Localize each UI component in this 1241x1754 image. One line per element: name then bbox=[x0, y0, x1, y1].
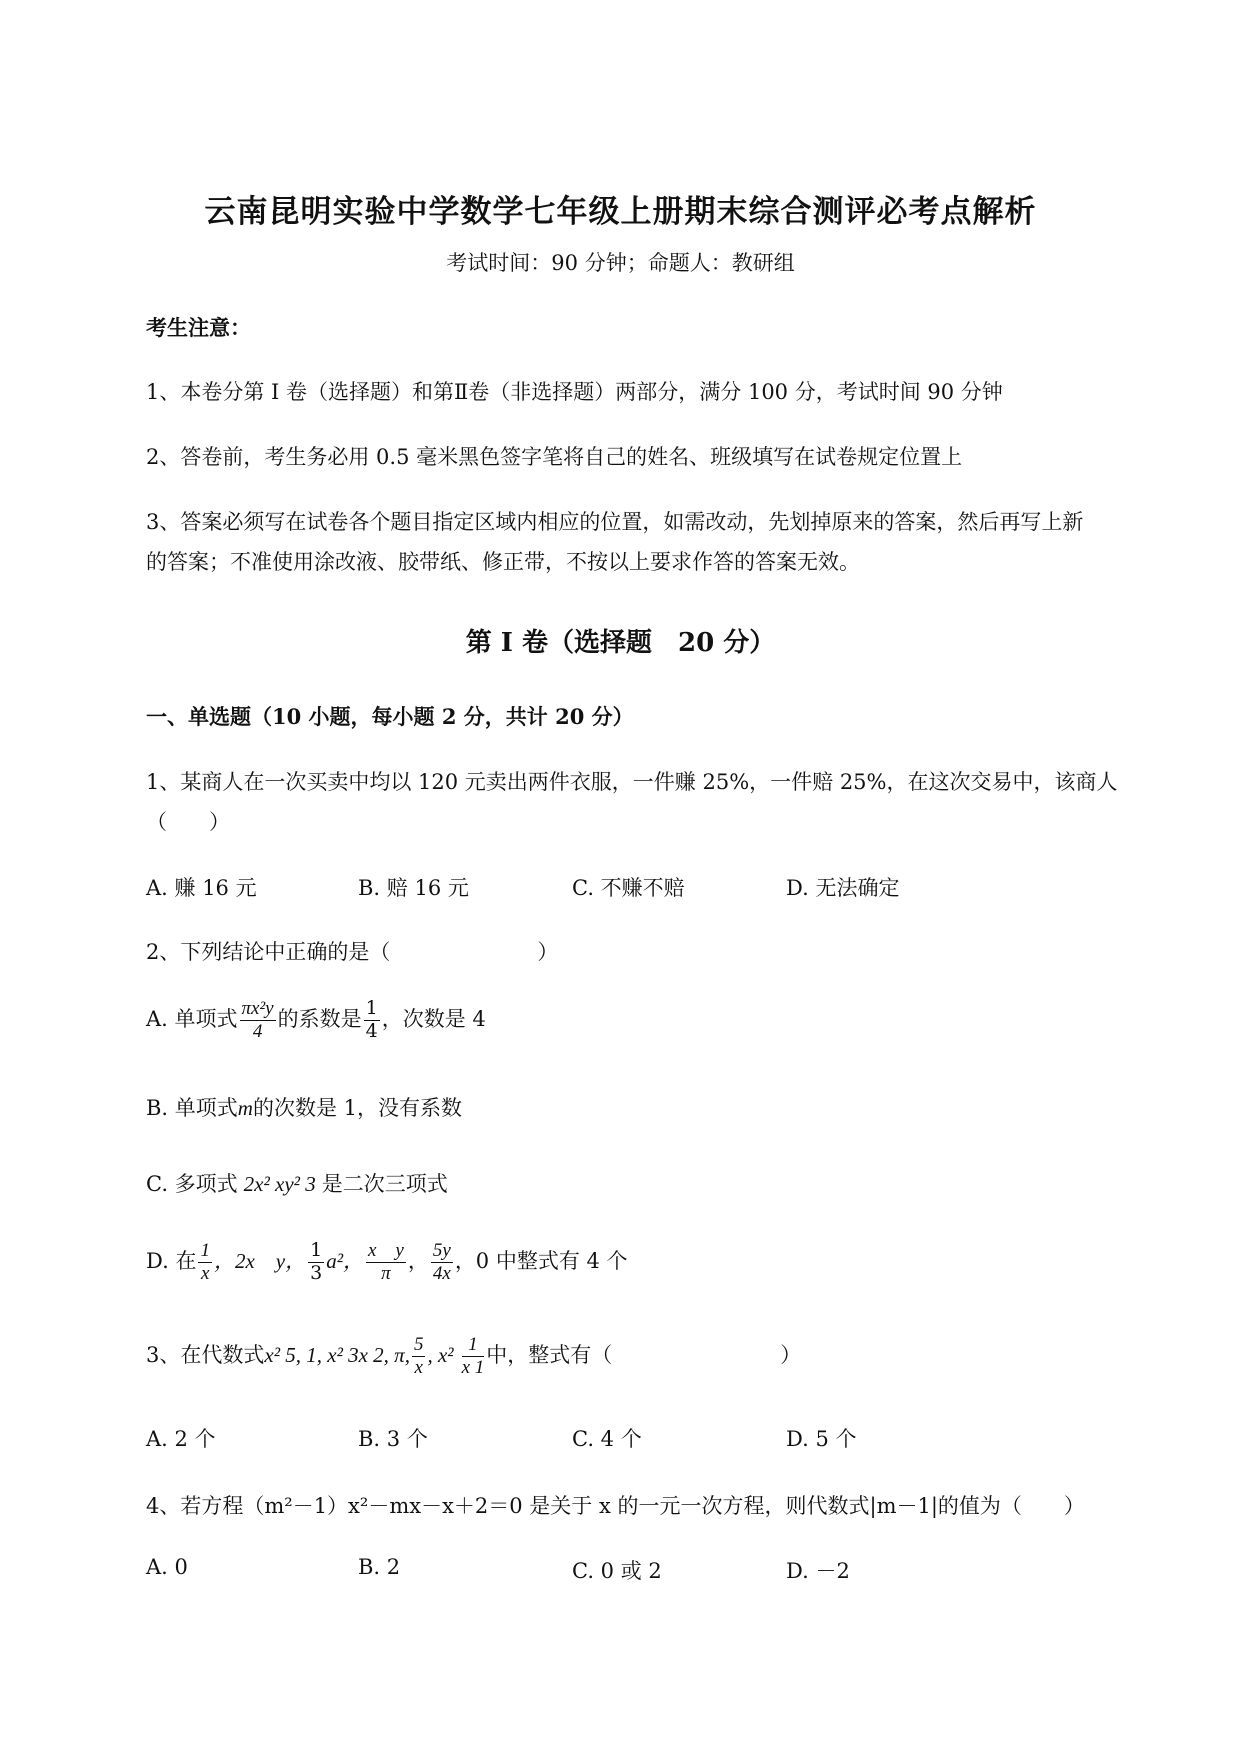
notice-item-2: 2、答卷前，考生务必用 0.5 毫米黑色签字笔将自己的姓名、班级填写在试卷规定位置上 bbox=[146, 445, 963, 469]
q2-option-c[interactable] bbox=[146, 1168, 448, 1198]
q2-d-f5-den: 4x bbox=[432, 1262, 451, 1284]
q1-option-c[interactable]: C. 不赚不赔 bbox=[572, 876, 685, 900]
q2-a-fraction-2 bbox=[364, 998, 380, 1043]
q1-stem: 1、某商人在一次买卖中均以 120 元卖出两件衣服，一件赚 25%，一件赔 25%，在这次交易中，该商人 bbox=[146, 770, 1118, 794]
q4-option-d[interactable]: D. －2 bbox=[786, 1559, 850, 1583]
q2-a-prefix: A. 单项式 bbox=[146, 1006, 238, 1031]
q2-a-num-1: πx²y bbox=[241, 998, 274, 1019]
q2-c-expr: 2x² xy² 3 bbox=[243, 1172, 316, 1196]
section-title: 第 I 卷（选择题 20 分） bbox=[465, 628, 776, 658]
notice-item-3-cont: 的答案；不准使用涂改液、胶带纸、修正带，不按以上要求作答的答案无效。 bbox=[146, 550, 860, 574]
notice-heading: 考生注意： bbox=[146, 315, 251, 340]
q2-d-f4-den: π bbox=[381, 1262, 391, 1284]
q2-d-f1-num: 1 bbox=[200, 1240, 210, 1261]
q3-f2-num: 1 bbox=[462, 1334, 485, 1357]
q3-option-c[interactable]: C. 4 个 bbox=[572, 1427, 642, 1451]
q3-option-b[interactable]: B. 3 个 bbox=[358, 1427, 428, 1451]
q2-a-mid: 的系数是 bbox=[277, 1006, 362, 1031]
q2-a-fraction-1 bbox=[240, 998, 276, 1043]
q1-blank: （ ） bbox=[146, 810, 230, 834]
q2-a-den-1: 4 bbox=[252, 1020, 263, 1042]
q2-option-d[interactable] bbox=[146, 1240, 628, 1285]
q2-d-f5-num: 5y bbox=[432, 1240, 451, 1261]
q2-d-sep: ， bbox=[407, 1248, 429, 1273]
q2-d-fraction-5 bbox=[431, 1240, 453, 1285]
part-heading: 一、单选题（10 小题，每小题 2 分，共计 20 分） bbox=[146, 704, 634, 729]
q2-a-den-2: 4 bbox=[365, 1019, 378, 1042]
q3-f2-den: x 1 bbox=[461, 1356, 485, 1378]
q2-d-f3-den: 3 bbox=[310, 1261, 323, 1284]
q2-d-term-3: a²， bbox=[326, 1248, 364, 1273]
q3-fraction-1 bbox=[412, 1334, 426, 1379]
q3-f1-num: 5 bbox=[413, 1334, 424, 1355]
q2-c-suffix: 是二次三项式 bbox=[321, 1172, 448, 1196]
q2-option-b[interactable] bbox=[146, 1092, 462, 1122]
q2-c-prefix: C. 多项式 bbox=[146, 1172, 238, 1196]
q4-option-a[interactable]: A. 0 bbox=[146, 1555, 188, 1579]
q4-stem: 4、若方程（m²－1）x²－mx－x＋2＝0 是关于 x 的一元一次方程，则代数式|m－1|的值为（ ） bbox=[146, 1494, 1085, 1518]
q3-option-d[interactable]: D. 5 个 bbox=[786, 1427, 857, 1451]
q2-b-suffix: 的次数是 1，没有系数 bbox=[252, 1096, 463, 1120]
q2-option-a[interactable] bbox=[146, 998, 486, 1043]
q3-expr-1: x² 5, 1, x² 3x 2, π, bbox=[264, 1342, 410, 1367]
q3-prefix: 3、在代数式 bbox=[146, 1342, 265, 1367]
exam-subtitle: 考试时间：90 分钟；命题人：教研组 bbox=[446, 251, 795, 275]
q2-d-f4-num: x y bbox=[368, 1240, 404, 1261]
q3-expr-2: , x² bbox=[427, 1342, 454, 1367]
q3-option-a[interactable]: A. 2 个 bbox=[146, 1427, 216, 1451]
q2-b-var: m bbox=[237, 1096, 253, 1120]
q2-d-fraction-1 bbox=[198, 1240, 212, 1285]
q1-option-d[interactable]: D. 无法确定 bbox=[786, 876, 900, 900]
q2-d-fraction-3 bbox=[308, 1240, 324, 1285]
q3-suffix: 中，整式有（ ） bbox=[486, 1342, 802, 1367]
q3-f1-den: x bbox=[414, 1356, 423, 1378]
page-title: 云南昆明实验中学数学七年级上册期末综合测评必考点解析 bbox=[204, 194, 1037, 230]
q2-d-fraction-4 bbox=[366, 1240, 406, 1285]
q2-a-suffix: ，次数是 4 bbox=[381, 1006, 486, 1031]
notice-item-3: 3、答案必须写在试卷各个题目指定区域内相应的位置，如需改动，先划掉原来的答案，然后再写上新 bbox=[146, 510, 1084, 534]
q4-option-b[interactable]: B. 2 bbox=[358, 1555, 401, 1579]
q2-a-num-2: 1 bbox=[365, 997, 378, 1019]
q1-option-a[interactable]: A. 赚 16 元 bbox=[146, 876, 257, 900]
q3-fraction-2 bbox=[462, 1334, 485, 1379]
q2-d-f1-den: x bbox=[200, 1262, 210, 1284]
q1-option-b[interactable]: B. 赔 16 元 bbox=[358, 876, 469, 900]
q3-stem bbox=[146, 1334, 801, 1379]
q2-b-prefix: B. 单项式 bbox=[146, 1096, 238, 1120]
notice-item-1: 1、本卷分第 I 卷（选择题）和第Ⅱ卷（非选择题）两部分，满分 100 分，考试时间 90 分钟 bbox=[146, 380, 1003, 404]
q2-d-term-2: ，2x y， bbox=[213, 1248, 307, 1273]
q2-d-f3-num: 1 bbox=[310, 1239, 323, 1261]
q2-d-prefix: D. 在 bbox=[146, 1248, 197, 1273]
q2-stem: 2、下列结论中正确的是（ ） bbox=[146, 940, 559, 964]
q4-option-c[interactable]: C. 0 或 2 bbox=[572, 1559, 662, 1583]
q2-d-suffix: ，0 中整式有 4 个 bbox=[454, 1248, 628, 1273]
